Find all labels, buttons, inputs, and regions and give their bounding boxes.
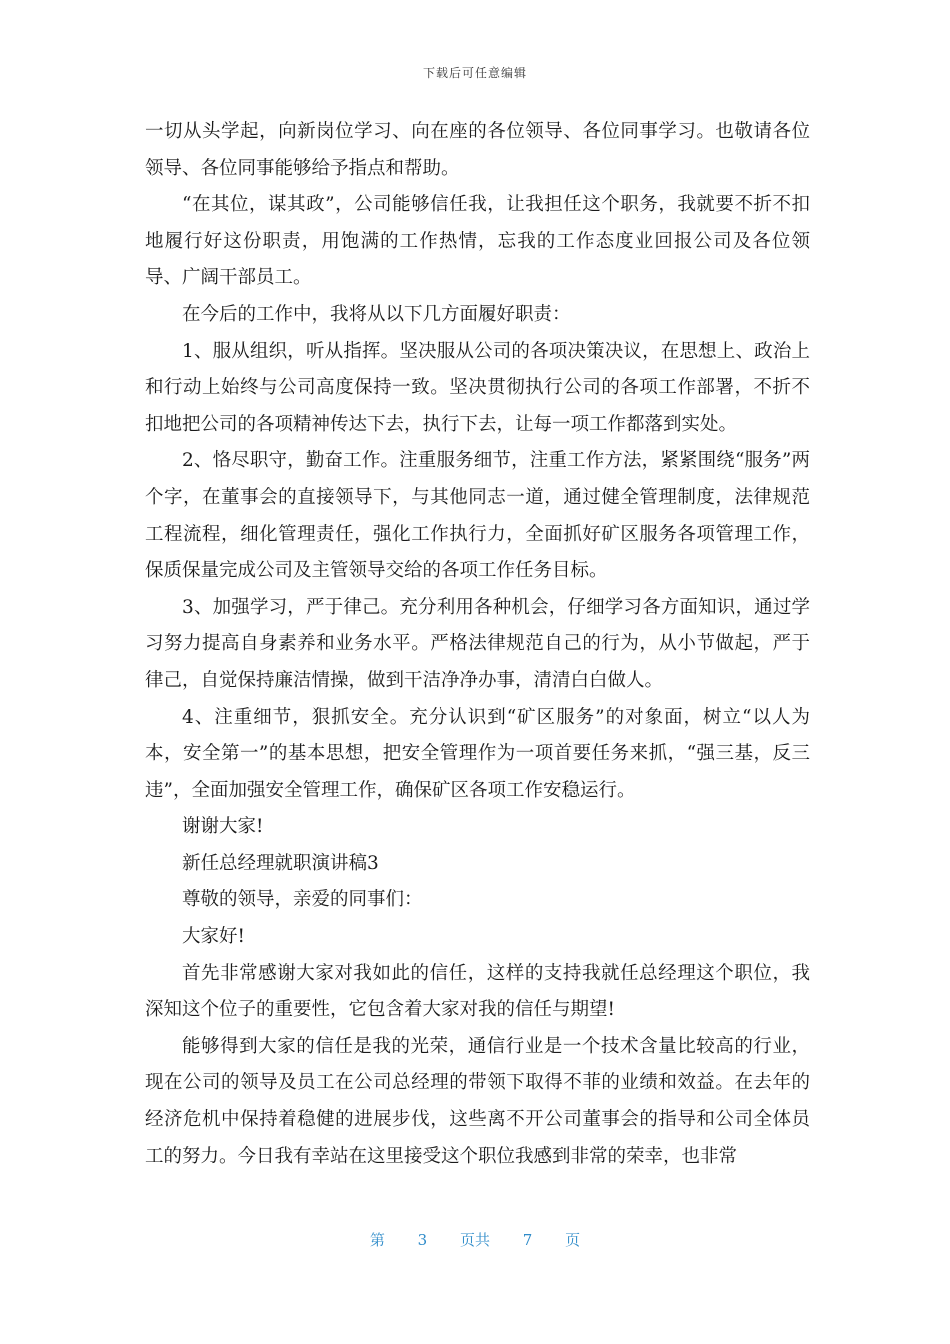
current-page-number: 3 [417,1231,428,1249]
paragraph-8: 谢谢大家! [182,816,264,838]
paragraph-5: 2、恪尽职守，勤奋工作。注重服务细节，注重工作方法，紧紧围绕“服务”两个字，在董事会的直接领导下，与其他同志一道，通过健全管理制度，法律规范工程流程，细化管理责任，强化工作执行力，全面抓好矿区服务各项管理工作，保质保量完成公司及主管领导交给的各项工作任务目标。 [145,450,810,582]
paragraph-2: “在其位，谋其政”，公司能够信任我，让我担任这个职务，我就要不折不扣地履行好这份职责，用饱满的工作热情，忘我的工作态度业回报公司及各位领导、广阔干部员工。 [145,194,810,289]
paragraph-7: 4、注重细节，狠抓安全。充分认识到“矿区服务”的对象面，树立“以人为本，安全第一”的基本思想，把安全管理作为一项首要任务来抓，“强三基，反三违”，全面加强安全管理工作，确保矿区各项工作安稳运行。 [145,706,810,801]
footer-middle: 页共 [459,1231,490,1249]
salutation: 尊敬的领导，亲爱的同事们： [182,889,423,911]
paragraph-13: 能够得到大家的信任是我的光荣，通信行业是一个技术含量比较高的行业，现在公司的领导及员工在公司总经理的带领下取得不菲的业绩和效益。在去年的经济危机中保持着稳健的进展步伐，这些离不开公司董事会的指导和公司全体员工的努力。今日我有幸站在这里接受这个职位我感到非常的荣幸，也非常 [145,1035,810,1167]
total-pages-number: 7 [522,1231,533,1249]
footer-prefix: 第 [369,1231,385,1249]
document-body [145,114,810,1175]
greeting: 大家好! [182,926,245,948]
paragraph-4: 1、服从组织，听从指挥。坚决服从公司的各项决策决议，在思想上、政治上和行动上始终与公司高度保持一致。坚决贯彻执行公司的各项工作部署，不折不扣地把公司的各项精神传达下去，执行下去，让每一项工作都落到实处。 [145,340,810,435]
page-footer [0,1229,950,1250]
paragraph-3: 在今后的工作中，我将从以下几方面履好职责： [182,303,571,325]
paragraph-1: 一切从头学起，向新岗位学习、向在座的各位领导、各位同事学习。也敬请各位领导、各位同事能够给予指点和帮助。 [145,121,810,179]
page-header: 下载后可任意编辑 [422,66,527,80]
footer-suffix: 页 [565,1231,581,1249]
paragraph-12: 首先非常感谢大家对我如此的信任，这样的支持我就任总经理这个职位，我深知这个位子的重要性，它包含着大家对我的信任与期望! [145,962,810,1021]
paragraph-6: 3、加强学习，严于律己。充分利用各种机会，仔细学习各方面知识，通过学习努力提高自身素养和业务水平。严格法律规范自己的行为，从小节做起，严于律己，自觉保持廉洁情操，做到干洁净净办事，清清白白做人。 [145,596,810,691]
section-title: 新任总经理就职演讲稿3 [182,852,379,874]
